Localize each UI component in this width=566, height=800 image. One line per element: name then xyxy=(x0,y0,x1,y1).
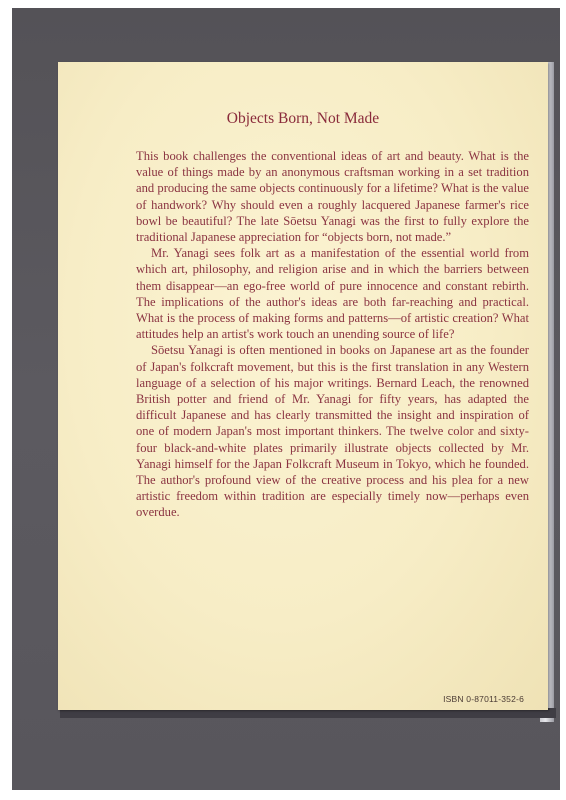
blurb-paragraph-2: Mr. Yanagi sees folk art as a manifestation of the essential world from which art, philosophy, and religion arise and in which the barriers between them disappear—an ego-free world of pure innocence and constant rebirth. The implications of the author's ideas are both far-reaching and practical. What is the process of making forms and patterns—of artistic creation? What attitudes help an artist's work touch an unending source of life? xyxy=(136,246,529,342)
book-back-cover xyxy=(58,62,548,710)
blurb-text xyxy=(136,148,529,521)
isbn-label: ISBN 0-87011-352-6 xyxy=(443,694,524,704)
cover-title: Objects Born, Not Made xyxy=(226,110,380,127)
blurb-paragraph-1: This book challenges the conventional ideas of art and beauty. What is the value of things made by an anonymous craftsman working in a set tradition and producing the same objects continuously for a lifetime? What is the value of handwork? Why should even a roughly lacquered Japanese farmer's rice bowl be beautiful? The late Sōetsu Yanagi was the first to fully explore the traditional Japanese appreciation for “objects born, not made.” xyxy=(136,149,529,245)
blurb-paragraph-3: Sōetsu Yanagi is often mentioned in books on Japanese art as the founder of Japan's folkcraft movement, but this is the first translation in any Western language of a selection of his major writings. Bernard Leach, the renowned British potter and friend of Mr. Yanagi for fifty years, has adapted the difficult Japanese and has clearly transmitted the insight and inspiration of one of modern Japan's most important thinkers. The twelve color and sixty-four black-and-white plates primarily illustrate objects collected by Mr. Yanagi himself for the Japan Folkcraft Museum in Tokyo, which he founded. The author's profound view of the creative process and his plea for a new artistic freedom within tradition are especially timely now—perhaps even overdue. xyxy=(136,343,529,520)
